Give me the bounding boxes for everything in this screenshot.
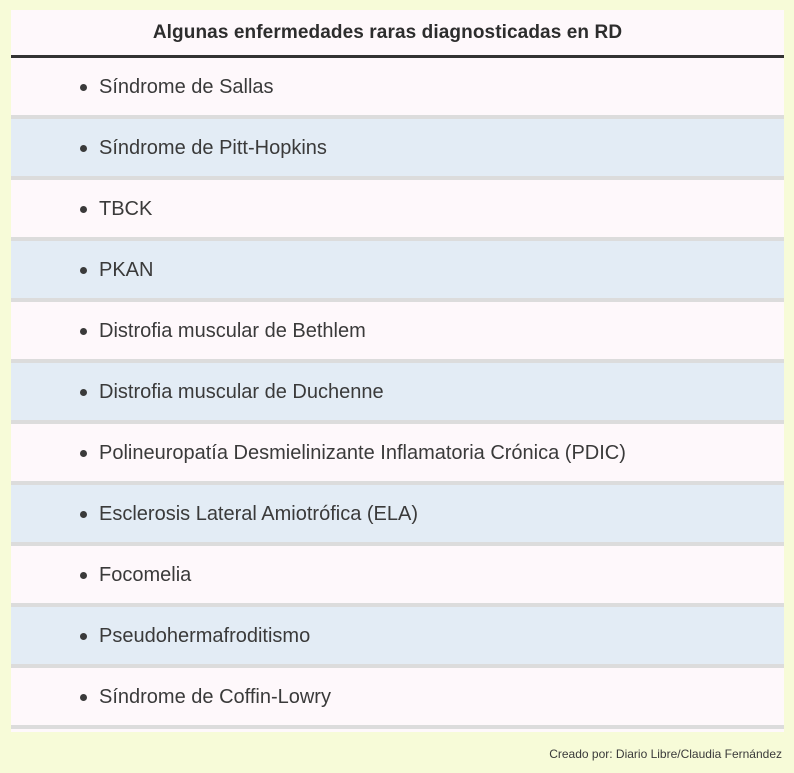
- list-item-label: Distrofia muscular de Bethlem: [99, 320, 366, 342]
- diseases-table: [11, 10, 784, 732]
- table-header: [11, 10, 784, 58]
- table-row: [11, 424, 784, 485]
- table-row: [11, 546, 784, 607]
- list-item-label: Focomelia: [99, 564, 192, 586]
- bullet-icon: [80, 633, 87, 640]
- table-row: [11, 485, 784, 546]
- bullet-icon: [80, 267, 87, 274]
- bullet-icon: [80, 328, 87, 335]
- bullet-icon: [80, 511, 87, 518]
- list-item-label: Síndrome de Pitt-Hopkins: [99, 137, 327, 159]
- list-item-label: Pseudohermafroditismo: [99, 625, 311, 647]
- bullet-icon: [80, 389, 87, 396]
- bullet-icon: [80, 145, 87, 152]
- table-row: [11, 119, 784, 180]
- table-row: [11, 668, 784, 729]
- bullet-icon: [80, 84, 87, 91]
- source-credit: Creado por: Diario Libre/Claudia Fernández: [549, 747, 782, 761]
- bullet-icon: [80, 572, 87, 579]
- list-item-label: Polineuropatía Desmielinizante Inflamatoria Crónica (PDIC): [99, 442, 626, 464]
- list-item-label: Síndrome de Coffin-Lowry: [99, 686, 331, 708]
- table-row: [11, 607, 784, 668]
- table-title: Algunas enfermedades raras diagnosticadas en RD: [152, 21, 623, 43]
- bullet-icon: [80, 450, 87, 457]
- list-item-label: PKAN: [99, 259, 154, 281]
- table-row: [11, 58, 784, 119]
- table-row: [11, 241, 784, 302]
- table-row: [11, 180, 784, 241]
- table-row: [11, 302, 784, 363]
- list-item-label: TBCK: [99, 198, 153, 220]
- table-row: [11, 363, 784, 424]
- bullet-icon: [80, 694, 87, 701]
- list-item-label: Síndrome de Sallas: [99, 76, 274, 98]
- bullet-icon: [80, 206, 87, 213]
- list-item-label: Distrofia muscular de Duchenne: [99, 381, 384, 403]
- list-item-label: Esclerosis Lateral Amiotrófica (ELA): [99, 503, 419, 525]
- disease-list: [11, 58, 784, 729]
